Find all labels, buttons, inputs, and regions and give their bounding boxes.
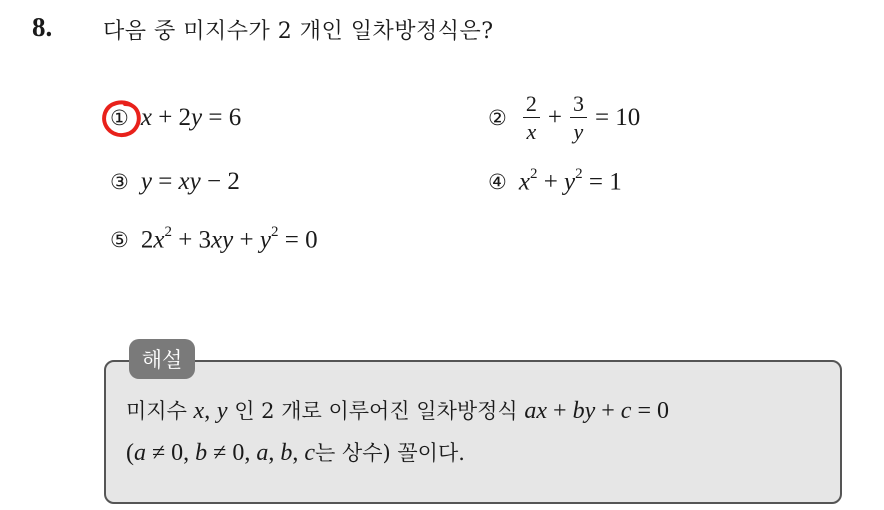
choice-5-mark: ⑤ xyxy=(110,228,129,253)
choice-5[interactable] xyxy=(110,226,318,254)
solution-box xyxy=(104,360,842,504)
question-number: 8. xyxy=(32,12,53,42)
choice-3-mark: ③ xyxy=(110,170,129,194)
solution-tag: 해설 xyxy=(129,339,195,379)
choice-5-expr: $2x^2 + 3xy + y^2 = 0$ xyxy=(140,224,318,254)
solution-line-2: (a ≠ 0, b ≠ 0, a, b, c는 상수) 꼴이다. xyxy=(126,440,465,466)
choice-3-expr: y = xy − 2 xyxy=(140,168,240,195)
choice-4-mark: ④ xyxy=(488,170,507,195)
choice-4-expr: $x^2 + y^2 = 1$ xyxy=(518,166,622,196)
choice-2-mark: ② xyxy=(488,105,507,130)
choice-2-expr: $\frac{2}{x}$ + $\frac{3}{y}$ = 10 xyxy=(519,92,640,143)
choice-3[interactable] xyxy=(110,168,240,196)
choice-1[interactable] xyxy=(110,104,241,132)
choice-1-mark: ① xyxy=(110,106,129,130)
question-text: 다음 중 미지수가 2 개인 일차방정식은? xyxy=(103,19,494,44)
solution-line-1: 미지수 x, y 인 2 개로 이루어진 일차방정식 ax + by + c = 0 xyxy=(126,398,669,424)
choice-4[interactable] xyxy=(488,168,622,196)
choice-1-expr: x + 2y = 6 xyxy=(140,104,242,131)
choice-2[interactable] xyxy=(488,92,640,143)
